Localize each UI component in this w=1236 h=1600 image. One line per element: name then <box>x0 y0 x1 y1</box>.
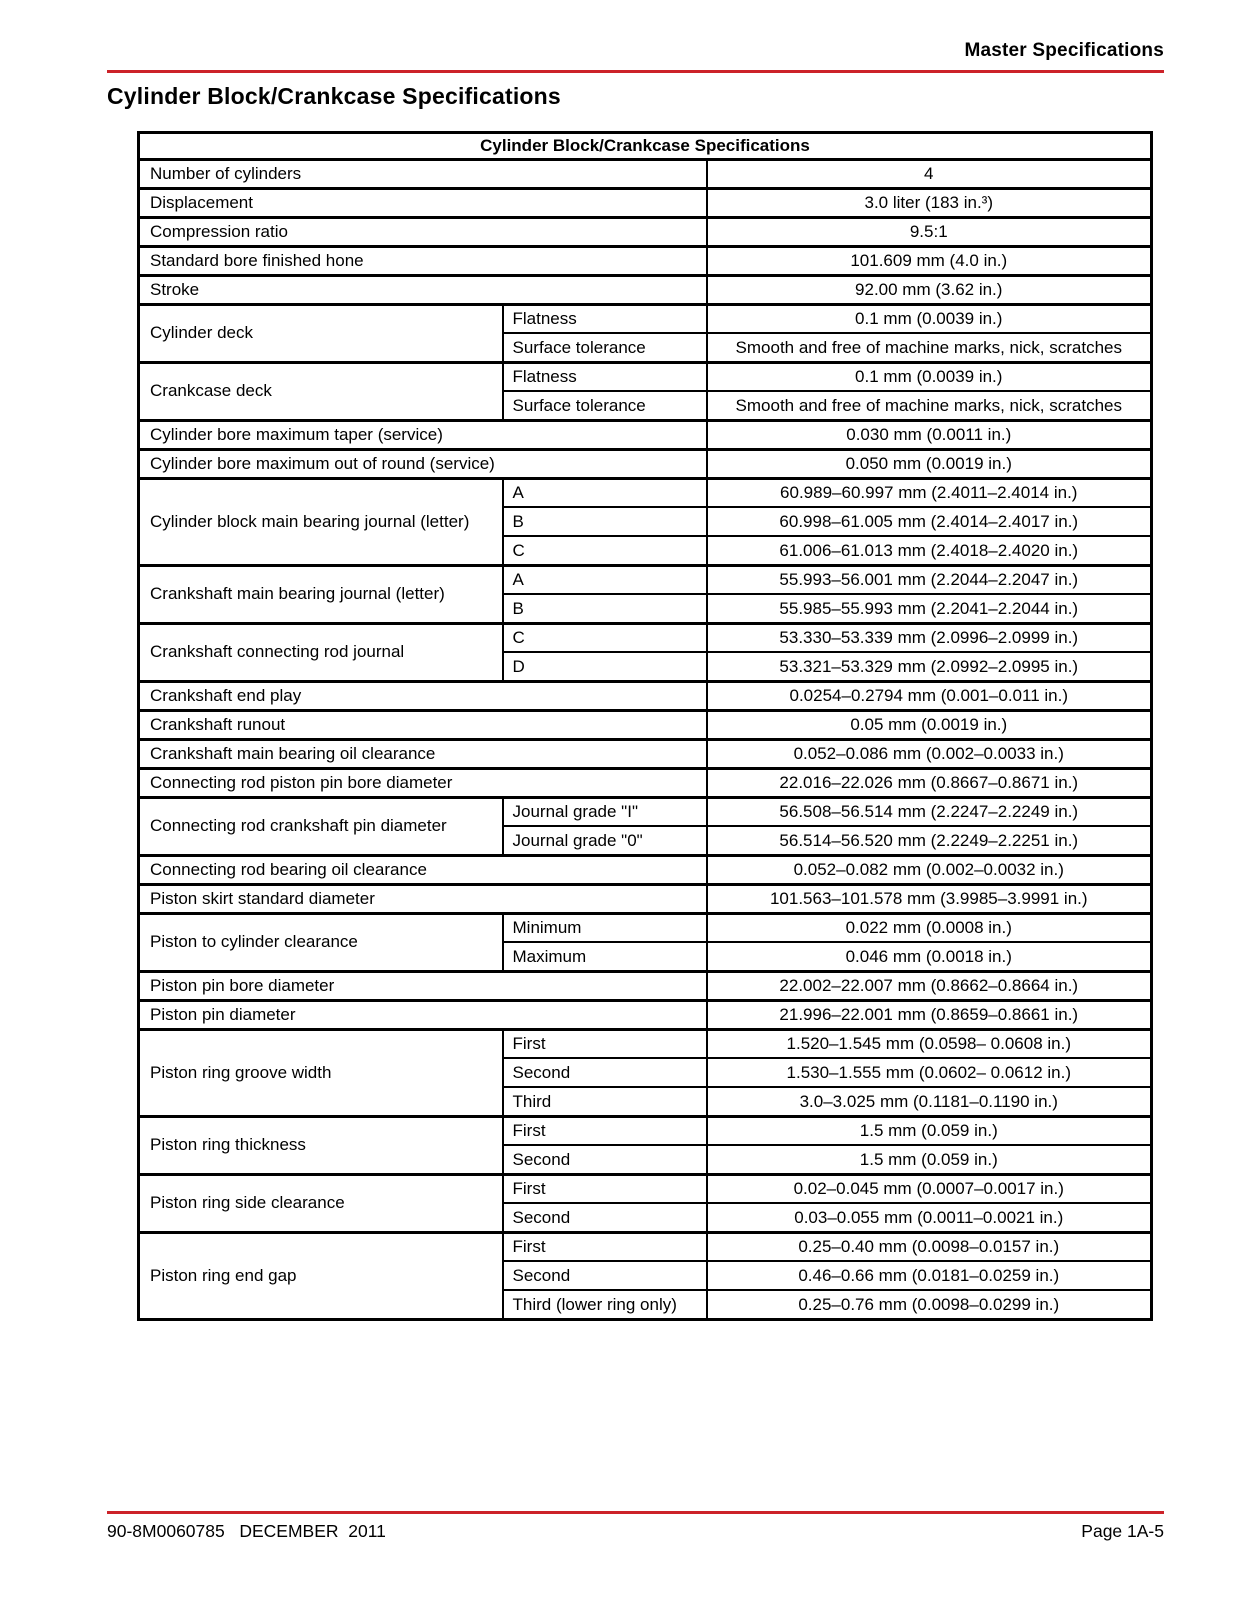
table-row <box>139 1174 1152 1203</box>
table-row <box>139 710 1152 739</box>
footer-page-number: Page 1A-5 <box>1081 1521 1164 1541</box>
row-sub-cell: B <box>503 594 707 623</box>
row-value-cell: 0.25–0.40 mm (0.0098–0.0157 in.) <box>707 1232 1152 1261</box>
table-row <box>139 1000 1152 1029</box>
row-value-cell: 0.05 mm (0.0019 in.) <box>707 710 1152 739</box>
row-label-cell: Crankshaft main bearing oil clearance <box>139 739 707 768</box>
row-value-cell: 61.006–61.013 mm (2.4018–2.4020 in.) <box>707 536 1152 565</box>
row-value-cell: 0.02–0.045 mm (0.0007–0.0017 in.) <box>707 1174 1152 1203</box>
row-sub-cell: First <box>503 1116 707 1145</box>
row-value-cell: 3.0 liter (183 in.³) <box>707 188 1152 217</box>
footer-rule <box>107 1511 1164 1514</box>
running-header: Master Specifications <box>964 40 1164 61</box>
row-label-cell: Piston ring thickness <box>139 1116 503 1174</box>
table-row <box>139 971 1152 1000</box>
row-value-cell: 22.002–22.007 mm (0.8662–0.8664 in.) <box>707 971 1152 1000</box>
row-value-cell: 1.520–1.545 mm (0.0598– 0.0608 in.) <box>707 1029 1152 1058</box>
row-value-cell: 3.0–3.025 mm (0.1181–0.1190 in.) <box>707 1087 1152 1116</box>
row-sub-cell: Second <box>503 1058 707 1087</box>
row-value-cell: 0.052–0.086 mm (0.002–0.0033 in.) <box>707 739 1152 768</box>
row-label-cell: Cylinder bore maximum taper (service) <box>139 420 707 449</box>
row-value-cell: 56.514–56.520 mm (2.2249–2.2251 in.) <box>707 826 1152 855</box>
table-row <box>139 739 1152 768</box>
row-value-cell: 0.046 mm (0.0018 in.) <box>707 942 1152 971</box>
row-sub-cell: First <box>503 1174 707 1203</box>
table-row <box>139 449 1152 478</box>
row-value-cell: 0.46–0.66 mm (0.0181–0.0259 in.) <box>707 1261 1152 1290</box>
row-value-cell: 55.993–56.001 mm (2.2044–2.2047 in.) <box>707 565 1152 594</box>
row-label-cell: Number of cylinders <box>139 159 707 188</box>
table-row <box>139 1029 1152 1058</box>
row-label-cell: Piston ring groove width <box>139 1029 503 1116</box>
row-value-cell: 1.5 mm (0.059 in.) <box>707 1145 1152 1174</box>
table-row <box>139 246 1152 275</box>
spec-table <box>137 131 1153 1321</box>
row-value-cell: 0.25–0.76 mm (0.0098–0.0299 in.) <box>707 1290 1152 1319</box>
row-sub-cell: B <box>503 507 707 536</box>
row-label-cell: Crankshaft runout <box>139 710 707 739</box>
row-sub-cell: Journal grade "0" <box>503 826 707 855</box>
table-row <box>139 304 1152 333</box>
table-row <box>139 913 1152 942</box>
row-sub-cell: Surface tolerance <box>503 391 707 420</box>
row-value-cell: 101.563–101.578 mm (3.9985–3.9991 in.) <box>707 884 1152 913</box>
row-value-cell: 0.050 mm (0.0019 in.) <box>707 449 1152 478</box>
row-value-cell: 0.022 mm (0.0008 in.) <box>707 913 1152 942</box>
row-label-cell: Crankcase deck <box>139 362 503 420</box>
row-sub-cell: Second <box>503 1203 707 1232</box>
row-sub-cell: Third (lower ring only) <box>503 1290 707 1319</box>
row-label-cell: Piston pin bore diameter <box>139 971 707 1000</box>
table-row <box>139 478 1152 507</box>
table-row <box>139 884 1152 913</box>
row-value-cell: 56.508–56.514 mm (2.2247–2.2249 in.) <box>707 797 1152 826</box>
row-value-cell: 9.5:1 <box>707 217 1152 246</box>
row-label-cell: Connecting rod crankshaft pin diameter <box>139 797 503 855</box>
row-label-cell: Compression ratio <box>139 217 707 246</box>
row-value-cell: 53.330–53.339 mm (2.0996–2.0999 in.) <box>707 623 1152 652</box>
row-label-cell: Piston ring side clearance <box>139 1174 503 1232</box>
table-row <box>139 159 1152 188</box>
table-row <box>139 768 1152 797</box>
row-sub-cell: D <box>503 652 707 681</box>
row-sub-cell: Flatness <box>503 362 707 391</box>
row-label-cell: Cylinder bore maximum out of round (service) <box>139 449 707 478</box>
row-label-cell: Displacement <box>139 188 707 217</box>
table-row <box>139 855 1152 884</box>
table-row <box>139 1232 1152 1261</box>
row-value-cell: 0.030 mm (0.0011 in.) <box>707 420 1152 449</box>
row-value-cell: 0.0254–0.2794 mm (0.001–0.011 in.) <box>707 681 1152 710</box>
row-sub-cell: C <box>503 536 707 565</box>
table-row <box>139 362 1152 391</box>
table-row <box>139 565 1152 594</box>
row-value-cell: 4 <box>707 159 1152 188</box>
row-value-cell: 1.5 mm (0.059 in.) <box>707 1116 1152 1145</box>
row-value-cell: 0.1 mm (0.0039 in.) <box>707 362 1152 391</box>
row-value-cell: 0.03–0.055 mm (0.0011–0.0021 in.) <box>707 1203 1152 1232</box>
row-label-cell: Stroke <box>139 275 707 304</box>
row-label-cell: Connecting rod piston pin bore diameter <box>139 768 707 797</box>
page-title: Cylinder Block/Crankcase Specifications <box>107 83 561 109</box>
row-sub-cell: First <box>503 1029 707 1058</box>
row-label-cell: Connecting rod bearing oil clearance <box>139 855 707 884</box>
row-sub-cell: Minimum <box>503 913 707 942</box>
table-row <box>139 188 1152 217</box>
row-value-cell: 21.996–22.001 mm (0.8659–0.8661 in.) <box>707 1000 1152 1029</box>
row-value-cell: Smooth and free of machine marks, nick, scratches <box>707 391 1152 420</box>
table-row <box>139 681 1152 710</box>
footer-document-number: 90-8M0060785 DECEMBER 2011 <box>107 1521 386 1541</box>
row-sub-cell: Second <box>503 1145 707 1174</box>
row-label-cell: Piston skirt standard diameter <box>139 884 707 913</box>
table-row <box>139 1116 1152 1145</box>
row-sub-cell: C <box>503 623 707 652</box>
row-sub-cell: Maximum <box>503 942 707 971</box>
table-caption-row <box>139 133 1152 160</box>
row-label-cell: Crankshaft connecting rod journal <box>139 623 503 681</box>
row-value-cell: 92.00 mm (3.62 in.) <box>707 275 1152 304</box>
row-value-cell: 22.016–22.026 mm (0.8667–0.8671 in.) <box>707 768 1152 797</box>
row-sub-cell: A <box>503 565 707 594</box>
header-rule <box>107 70 1164 73</box>
spec-table-body <box>139 133 1152 1320</box>
row-sub-cell: Second <box>503 1261 707 1290</box>
row-value-cell: 0.1 mm (0.0039 in.) <box>707 304 1152 333</box>
table-row <box>139 217 1152 246</box>
row-label-cell: Crankshaft end play <box>139 681 707 710</box>
row-label-cell: Standard bore finished hone <box>139 246 707 275</box>
row-value-cell: Smooth and free of machine marks, nick, scratches <box>707 333 1152 362</box>
row-value-cell: 60.989–60.997 mm (2.4011–2.4014 in.) <box>707 478 1152 507</box>
row-sub-cell: Flatness <box>503 304 707 333</box>
row-sub-cell: A <box>503 478 707 507</box>
row-sub-cell: First <box>503 1232 707 1261</box>
row-value-cell: 101.609 mm (4.0 in.) <box>707 246 1152 275</box>
row-label-cell: Piston pin diameter <box>139 1000 707 1029</box>
table-row <box>139 420 1152 449</box>
table-row <box>139 797 1152 826</box>
row-sub-cell: Third <box>503 1087 707 1116</box>
row-value-cell: 0.052–0.082 mm (0.002–0.0032 in.) <box>707 855 1152 884</box>
table-row <box>139 623 1152 652</box>
row-value-cell: 60.998–61.005 mm (2.4014–2.4017 in.) <box>707 507 1152 536</box>
row-value-cell: 53.321–53.329 mm (2.0992–2.0995 in.) <box>707 652 1152 681</box>
row-label-cell: Cylinder block main bearing journal (letter) <box>139 478 503 565</box>
row-label-cell: Piston to cylinder clearance <box>139 913 503 971</box>
table-caption: Cylinder Block/Crankcase Specifications <box>139 133 1152 160</box>
row-sub-cell: Journal grade "I" <box>503 797 707 826</box>
row-label-cell: Cylinder deck <box>139 304 503 362</box>
row-label-cell: Crankshaft main bearing journal (letter) <box>139 565 503 623</box>
row-label-cell: Piston ring end gap <box>139 1232 503 1319</box>
row-value-cell: 55.985–55.993 mm (2.2041–2.2044 in.) <box>707 594 1152 623</box>
row-sub-cell: Surface tolerance <box>503 333 707 362</box>
table-row <box>139 275 1152 304</box>
row-value-cell: 1.530–1.555 mm (0.0602– 0.0612 in.) <box>707 1058 1152 1087</box>
